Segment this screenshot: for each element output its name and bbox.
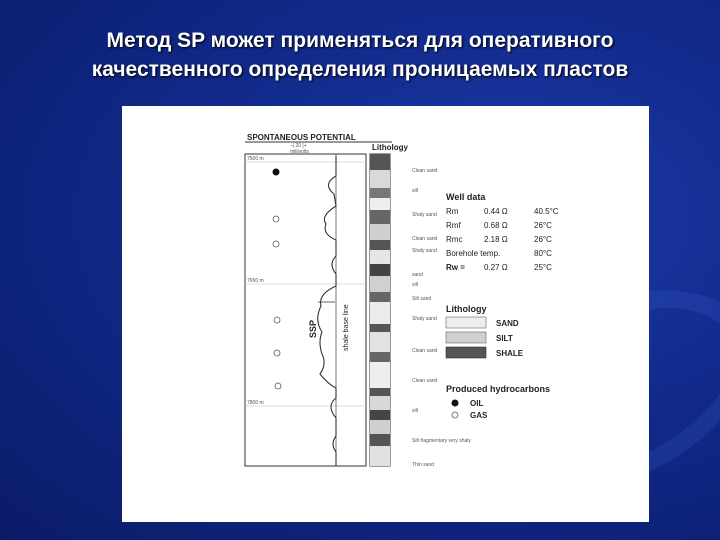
sp-scale-unit: millivolts: [290, 149, 309, 155]
title-line-1: Метод SP может применяться для оперативного: [106, 29, 614, 52]
well-data-label: Rm: [446, 207, 459, 216]
well-data-label: Rw =: [446, 263, 465, 272]
sp-curve: [318, 156, 336, 466]
legend-silt: SILT: [496, 334, 513, 343]
sand-swatch: [446, 317, 486, 328]
legend-shale: SHALE: [496, 349, 524, 358]
depth-label: 7650 m: [247, 278, 264, 284]
litho-note: Thin sand: [412, 462, 434, 468]
legend-sand: SAND: [496, 319, 519, 328]
hydrocarbon-heading: Produced hydrocarbons: [446, 384, 551, 394]
depth-markers: [245, 156, 366, 406]
litho-note: silt: [412, 408, 419, 414]
litho-note: Clean sand: [412, 236, 438, 242]
shale-base-line-label: shale base line: [343, 304, 350, 351]
silt-swatch: [446, 332, 486, 343]
sp-scale-label: –| 20 |+: [290, 143, 307, 149]
lithology-legend-heading: Lithology: [446, 304, 487, 314]
well-data-temp: 25°C: [534, 263, 552, 272]
litho-note: Silt sand: [412, 296, 432, 302]
well-data-value: 0.68 Ω: [484, 221, 508, 230]
litho-note: silt: [412, 282, 419, 288]
well-data-panel: [446, 192, 559, 272]
litho-note: Clean sand: [412, 168, 438, 174]
oil-marker-icon: [273, 169, 280, 176]
well-data-temp: 26°C: [534, 221, 552, 230]
slide-title: [40, 26, 680, 84]
gas-marker-icon: [273, 216, 281, 389]
legend-oil: OIL: [470, 399, 484, 408]
depth-label: 7800 m: [247, 400, 264, 406]
well-data-temp: 80°C: [534, 249, 552, 258]
ssp-label: SSP: [308, 319, 318, 338]
depth-label: 7500 m: [247, 156, 264, 162]
well-data-label: Rmf: [446, 221, 461, 230]
shale-swatch: [446, 347, 486, 358]
litho-note: silt: [412, 188, 419, 194]
lithology-column-header: Lithology: [372, 143, 408, 152]
litho-note: Shaly sand: [412, 248, 437, 254]
legend-gas: GAS: [470, 411, 488, 420]
well-data-temp: 40.5°C: [534, 207, 559, 216]
sp-header: SPONTANEOUS POTENTIAL: [247, 133, 356, 142]
litho-note: Clean sand: [412, 378, 438, 384]
gas-legend-icon: [452, 412, 458, 418]
well-data-heading: Well data: [446, 192, 486, 202]
litho-note: Shaly sand: [412, 212, 437, 218]
well-data-label: Borehole temp.: [446, 249, 501, 258]
lithology-column: [370, 154, 390, 466]
well-data-value: 2.18 Ω: [484, 235, 508, 244]
litho-note: sand: [412, 272, 423, 278]
title-line-2: качественного определения проницаемых пластов: [91, 58, 629, 81]
well-data-value: 0.27 Ω: [484, 263, 508, 272]
sp-log-figure: [122, 106, 649, 522]
well-data-label: Rmc: [446, 235, 463, 244]
litho-note: Shaly sand: [412, 316, 437, 322]
lithology-legend: [446, 304, 524, 358]
litho-note: Silt fragmentary very shaly: [412, 438, 471, 444]
litho-note: Clean sand: [412, 348, 438, 354]
oil-legend-icon: [452, 400, 459, 407]
sp-log-svg: [122, 106, 649, 522]
hydrocarbon-legend: [446, 384, 550, 420]
well-data-value: 0.44 Ω: [484, 207, 508, 216]
well-data-temp: 26°C: [534, 235, 552, 244]
